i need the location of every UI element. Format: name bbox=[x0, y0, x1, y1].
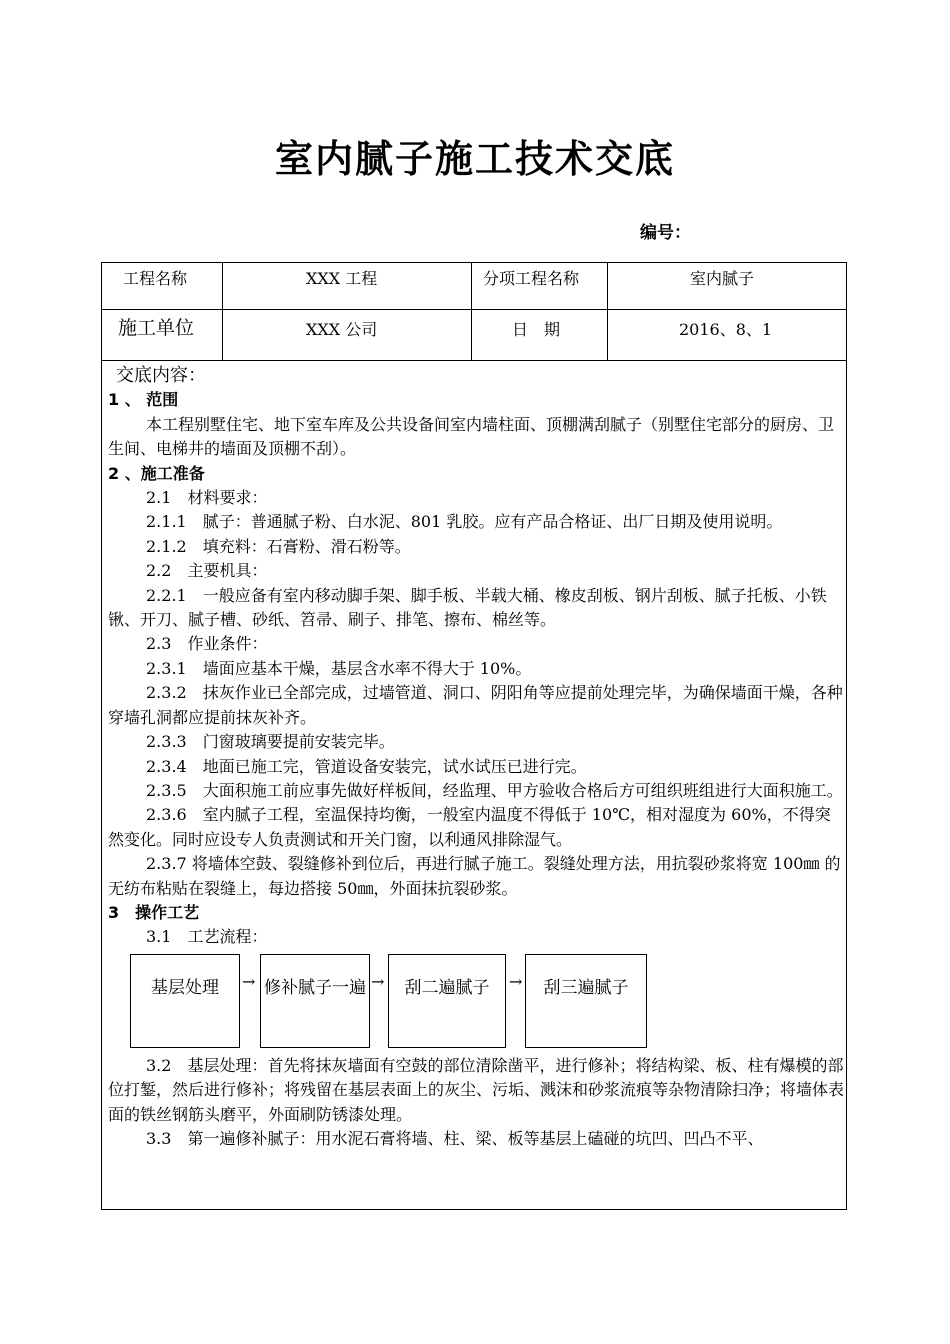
paragraph-2-3-5: 2.3.5 大面积施工前应事先做好样板间，经监理、甲方验收合格后方可组织班组进行大面积施工。 bbox=[146, 780, 843, 800]
paragraph-2-3: 2.3 作业条件： bbox=[146, 634, 268, 654]
section-1-title: 1 、 范围 bbox=[108, 390, 179, 410]
content-label: 交底内容： bbox=[116, 365, 206, 386]
flow-step-3: 刮二遍腻子 bbox=[388, 954, 506, 1048]
contractor-label: 施工单位 bbox=[118, 317, 195, 339]
section-1-text: 本工程别墅住宅、地下室车库及公共设备间室内墙柱面、顶棚满刮腻子（别墅住宅部分的厨房、卫生间、电梯井的墙面及顶棚不刮）。 bbox=[108, 414, 835, 459]
col-divider-3 bbox=[607, 262, 608, 360]
project-name-label: 工程名称 bbox=[123, 269, 188, 288]
paragraph-2-3-2: 2.3.2 抹灰作业已全部完成，过墙管道、洞口、阴阳角等应提前处理完毕，为确保墙面干燥，各种穿墙孔洞都应提前抹灰补齐。 bbox=[108, 683, 843, 727]
section-3-title: 3 操作工艺 bbox=[108, 902, 200, 922]
paragraph-2-3-4: 2.3.4 地面已施工完，管道设备安装完，试水试压已进行完。 bbox=[146, 756, 587, 776]
contractor-value: XXX 公司 bbox=[306, 320, 378, 339]
project-name-value: XXX 工程 bbox=[306, 269, 378, 288]
page-title: 室内腻子施工技术交底 bbox=[274, 136, 675, 181]
flow-step-4: 刮三遍腻子 bbox=[525, 954, 647, 1048]
col-divider-1 bbox=[222, 262, 223, 360]
row-divider-2 bbox=[101, 360, 847, 361]
sub-project-label: 分项工程名称 bbox=[483, 269, 580, 288]
paragraph-3-3: 3.3 第一遍修补腻子：用水泥石膏将墙、柱、梁、板等基层上磕碰的坑凹、凹凸不平、 bbox=[146, 1128, 764, 1148]
process-flow bbox=[108, 954, 844, 1050]
paragraph-3-1: 3.1 工艺流程： bbox=[146, 927, 268, 947]
flow-step-2: 修补腻子一遍 bbox=[260, 954, 370, 1048]
paragraph-2-3-3: 2.3.3 门窗玻璃要提前安装完毕。 bbox=[146, 732, 395, 752]
flow-arrow-2: → bbox=[371, 971, 385, 991]
paragraph-2-1-1: 2.1.1 腻子：普通腻子粉、白水泥、801 乳胶。应有产品合格证、出厂日期及使用说明。 bbox=[146, 512, 783, 532]
row-divider-1 bbox=[101, 309, 847, 310]
date-label: 日 期 bbox=[512, 320, 561, 339]
handover-content bbox=[108, 364, 844, 1151]
col-divider-2 bbox=[471, 262, 472, 360]
flow-arrow-3: → bbox=[509, 971, 523, 991]
paragraph-2-3-6: 2.3.6 室内腻子工程，室温保持均衡，一般室内温度不得低于 10℃，相对湿度为 60%，不得突然变化。同时应设专人负责测试和开关门窗，以利通风排除湿气。 bbox=[108, 805, 831, 849]
paragraph-2-1-2: 2.1.2 填充料：石膏粉、滑石粉等。 bbox=[146, 536, 411, 556]
paragraph-3-2: 3.2 基层处理：首先将抹灰墙面有空鼓的部位清除凿平，进行修补；将结构梁、板、柱有爆模的部位打錾，然后进行修补；将残留在基层表面上的灰尘、污垢、溅沫和砂浆流痕等杂物清除扫净；将墙体表面的铁丝钢筋头磨平，外面刷防锈漆处理。 bbox=[108, 1055, 845, 1124]
document-number-label: 编号： bbox=[640, 223, 691, 243]
flow-arrow-1: → bbox=[242, 971, 256, 991]
paragraph-2-3-1: 2.3.1 墙面应基本干燥，基层含水率不得大于 10%。 bbox=[146, 658, 532, 678]
date-value: 2016、8、1 bbox=[679, 320, 773, 339]
sub-project-value: 室内腻子 bbox=[690, 269, 755, 288]
flow-step-1: 基层处理 bbox=[130, 954, 240, 1048]
paragraph-2-2-1: 2.2.1 一般应备有室内移动脚手架、脚手板、半载大桶、橡皮刮板、钢片刮板、腻子托板、小铁锹、开刀、腻子槽、砂纸、笤帚、刷子、排笔、擦布、棉丝等。 bbox=[108, 585, 827, 630]
paragraph-2-2: 2.2 主要机具： bbox=[146, 561, 268, 581]
paragraph-2-3-7: 2.3.7 将墙体空鼓、裂缝修补到位后，再进行腻子施工。裂缝处理方法，用抗裂砂浆将宽 100㎜ 的无纺布粘贴在裂缝上，每边搭接 50㎜，外面抹抗裂砂浆。 bbox=[108, 854, 841, 898]
section-2-title: 2 、施工准备 bbox=[108, 463, 205, 483]
paragraph-2-1: 2.1 材料要求： bbox=[146, 488, 268, 508]
